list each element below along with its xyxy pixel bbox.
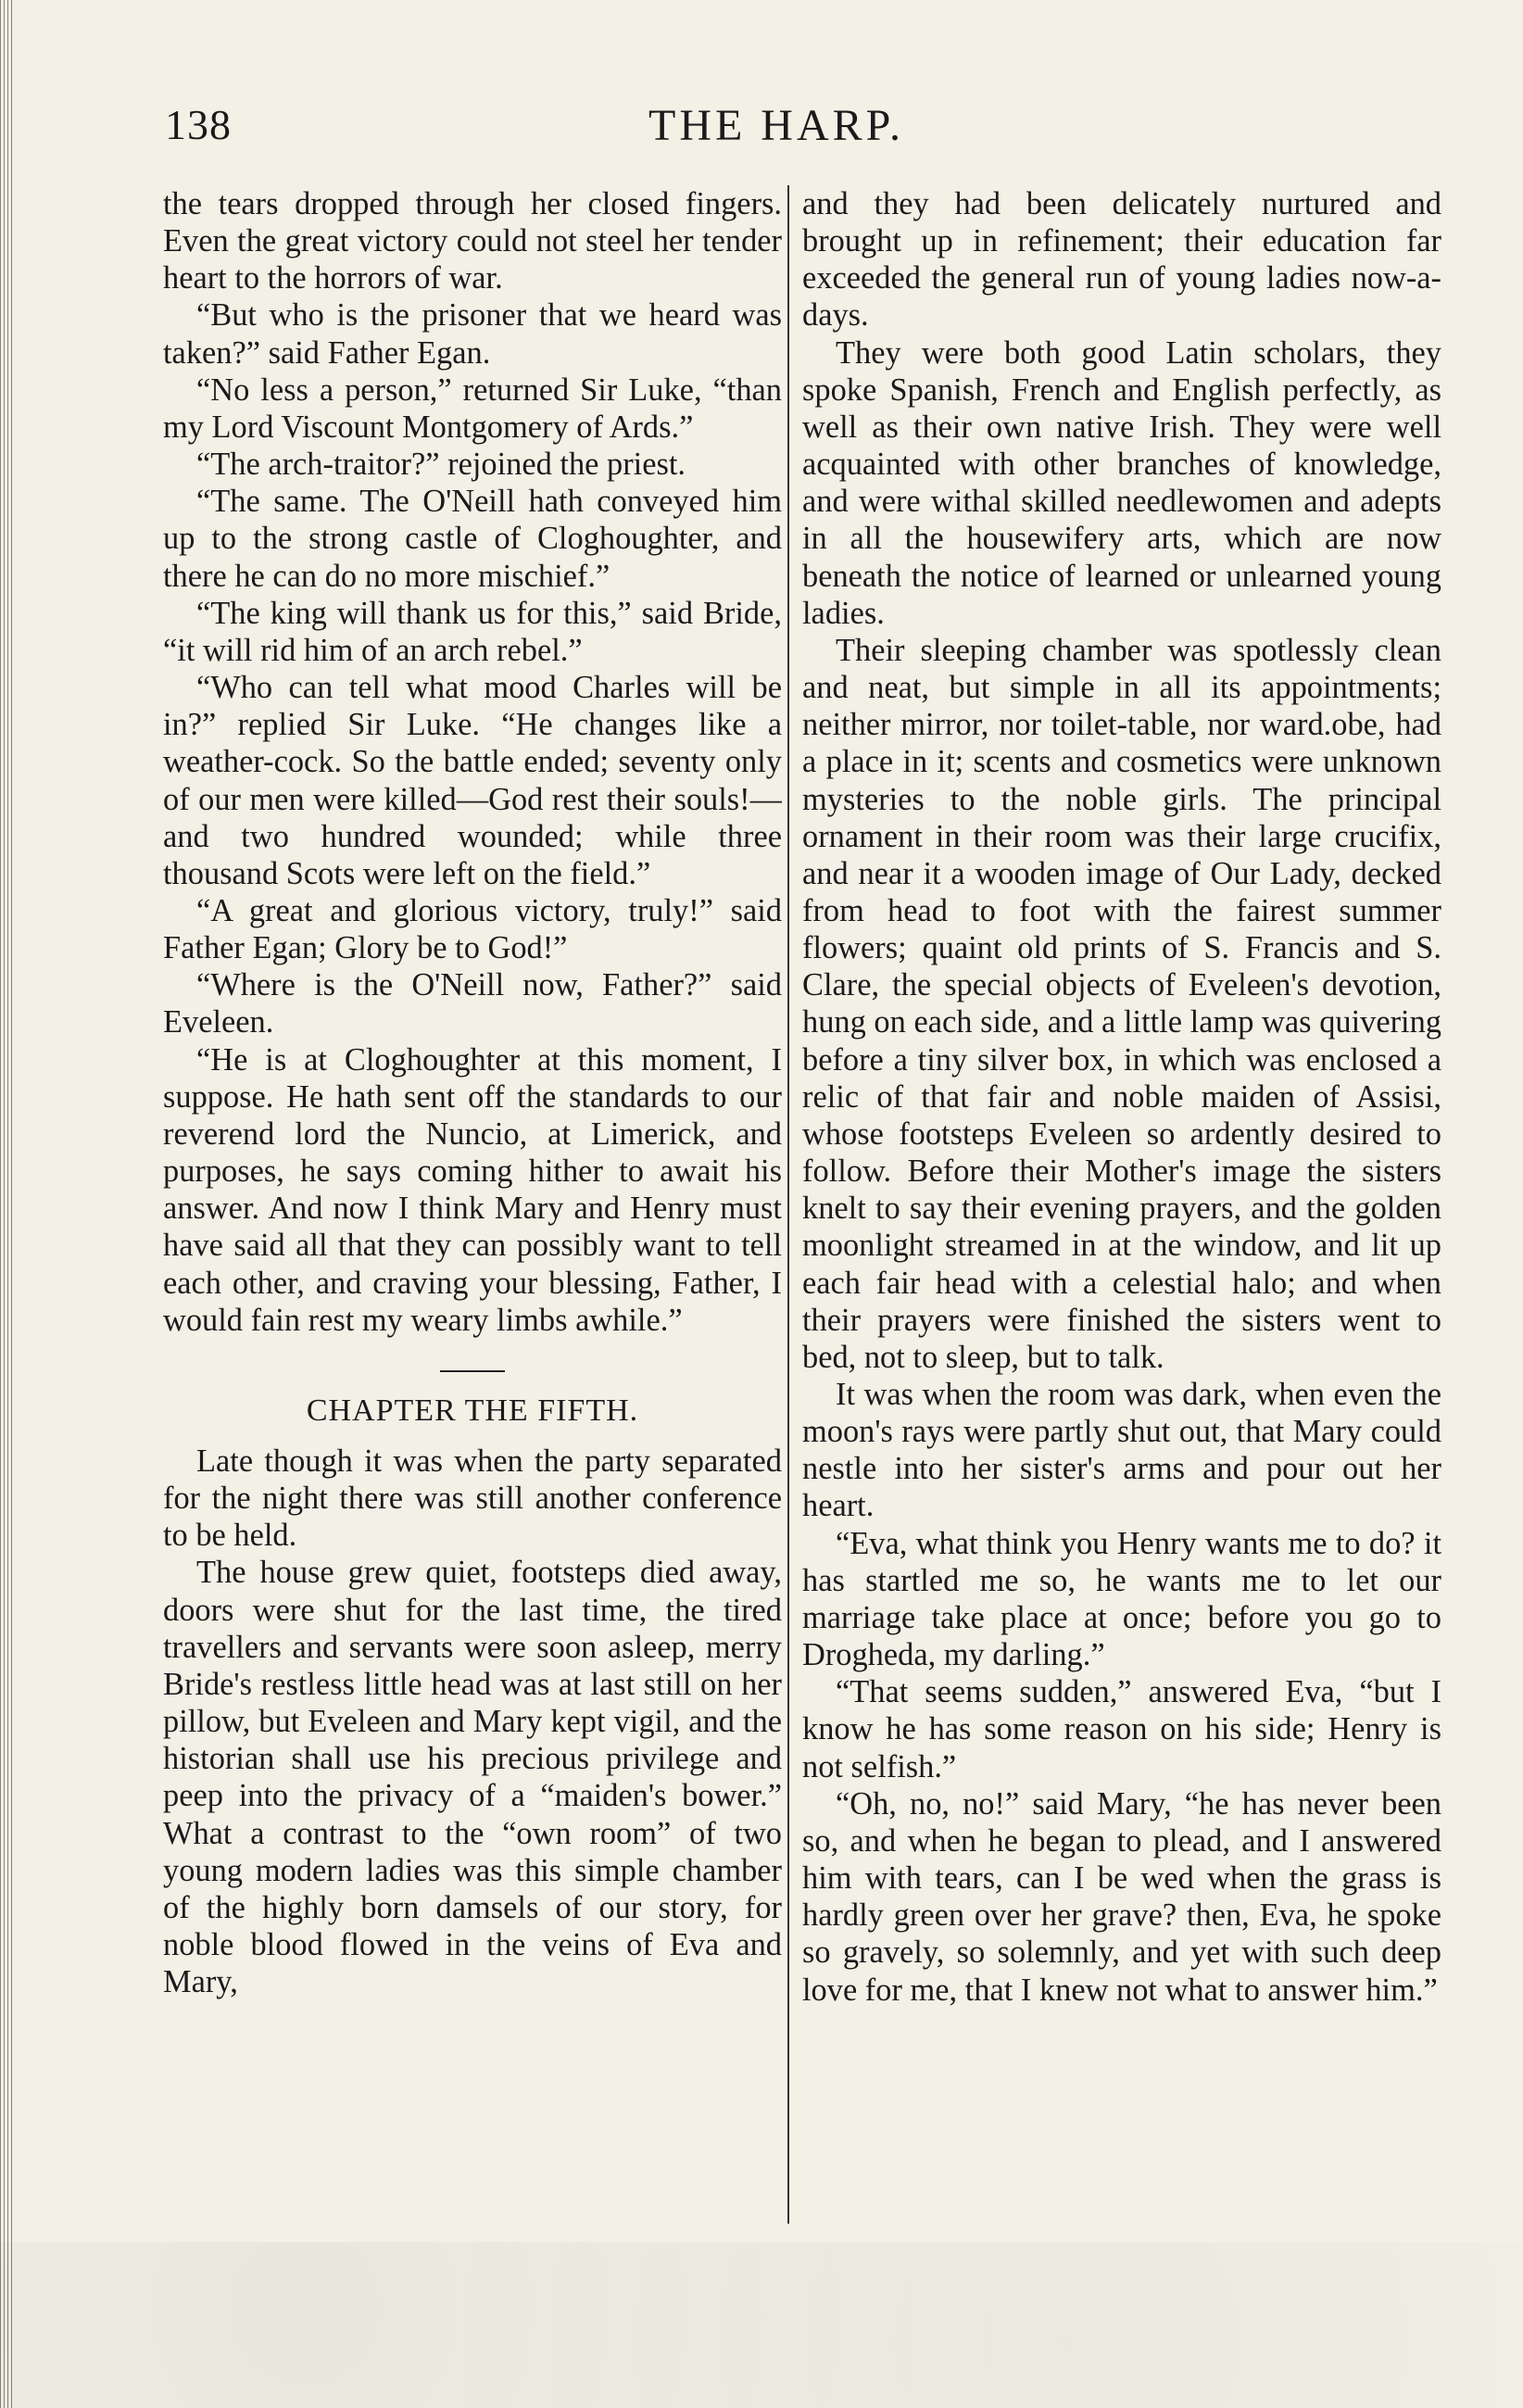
right-column <box>802 185 1441 2238</box>
running-title: THE HARP. <box>648 101 905 150</box>
paragraph: “But who is the prisoner that we heard was taken?” said Father Egan. <box>163 297 782 371</box>
paragraph: The house grew quiet, footsteps died away, doors were shut for the last time, the tired travellers and servants were soon asleep, merry Bride's restless little head was at last still on her pillow, but Eveleen and Mary kept vigil, and the historian shall use his precious privilege and peep into the privacy of a “maiden's bower.” What a contrast to the “own room” of two young modern ladies was this simple chamber of the highly born damsels of our story, for noble blood flowed in the veins of Eva and Mary, <box>163 1555 782 2000</box>
page-header <box>165 100 1523 156</box>
paragraph: Their sleeping chamber was spotlessly clean and neat, but simple in all its appointments; neither mirror, nor toilet-table, nor ward.obe, had a place in it; scents and cosmetics were unknown mysteries to the noble girls. The principal ornament in their room was their large crucifix, and near it a wooden image of Our Lady, decked from head to foot with the fairest summer flowers; quaint old prints of S. Francis and S. Clare, the special objects of Eveleen's devotion, hung on each side, and a little lamp was quivering before a tiny silver box, in which was enclosed a relic of that fair and noble maiden of Assisi, whose footsteps Eveleen so ardently desired to follow. Before their Mother's image the sisters knelt to say their evening prayers, and the golden moonlight streamed in at the window, and lit up each fair head with a celestial halo; and when their prayers were finished the sisters went to bed, not to sleep, but to talk. <box>802 632 1441 1375</box>
paragraph: “A great and glorious victory, truly!” said Father Egan; Glory be to God!” <box>163 892 782 966</box>
paragraph: “The arch-traitor?” rejoined the priest. <box>196 447 686 483</box>
paragraph: It was when the room was dark, when even the moon's rays were partly shut out, that Mary could nestle into her sister's arms and pour out her heart. <box>802 1377 1441 1524</box>
paragraph: “He is at Cloghoughter at this moment, I suppose. He hath sent off the standards to our reverend lord the Nuncio, at Limerick, and purposes, he says coming hither to await his answer. And now I think Mary and Henry must have said all that they can possibly want to tell each other, and craving your blessing, Father, I would fain rest my weary limbs awhile.” <box>163 1041 782 1338</box>
paragraph: “Oh, no, no!” said Mary, “he has never been so, and when he began to plead, and I answered him with tears, can I be wed when the grass is hardly green over her grave? then, Eva, he spoke so gravely, so solemnly, and yet with such deep love for me, that I knew not what to answer him.” <box>802 1785 1441 2008</box>
binding-edge <box>0 0 15 2408</box>
paragraph: Late though it was when the party separated for the night there was still another conference to be held. <box>163 1444 782 1554</box>
paragraph: “Where is the O'Neill now, Father?” said Eveleen. <box>163 967 782 1040</box>
paragraph: “The king will thank us for this,” said Bride, “it will rid him of an arch rebel.” <box>163 595 782 668</box>
paragraph: They were both good Latin scholars, they spoke Spanish, French and English perfectly, as well as their own native Irish. They were well acquainted with other branches of knowledge, and were withal skilled needlewomen and adepts in all the housewifery arts, which are now beneath the notice of learned or unlearned young ladies. <box>802 334 1441 631</box>
paragraph: “No less a person,” returned Sir Luke, “than my Lord Viscount Montgomery of Ards.” <box>163 372 782 445</box>
paragraph: “That seems sudden,” answered Eva, “but I know he has some reason on his side; Henry is not selfish.” <box>802 1674 1441 1784</box>
paragraph: “Eva, what think you Henry wants me to do? it has startled me so, he wants me to let our marriage take place at once; before you go to Drogheda, my darling.” <box>802 1525 1441 1673</box>
paragraph: and they had been delicately nurtured and brought up in refinement; their education far exceeded the general run of young ladies now-a-days. <box>802 186 1441 334</box>
column-divider <box>787 185 789 2224</box>
left-column <box>163 185 782 2238</box>
page-number: 138 <box>165 101 232 148</box>
paper-texture <box>0 2242 1523 2408</box>
paragraph: the tears dropped through her closed fingers. Even the great victory could not steel her tender heart to the horrors of war. <box>163 186 782 296</box>
chapter-heading: CHAPTER THE FIFTH. <box>306 1393 639 1428</box>
paragraph: “The same. The O'Neill hath conveyed him up to the strong castle of Cloghoughter, and there he can do no more mischief.” <box>163 484 782 594</box>
chapter-divider <box>440 1370 505 1372</box>
paragraph: “Who can tell what mood Charles will be in?” replied Sir Luke. “He changes like a weather-cock. So the battle ended; seventy only of our men were killed—God rest their souls!—and two hundred wounded; while three thousand Scots were left on the field.” <box>163 670 782 891</box>
